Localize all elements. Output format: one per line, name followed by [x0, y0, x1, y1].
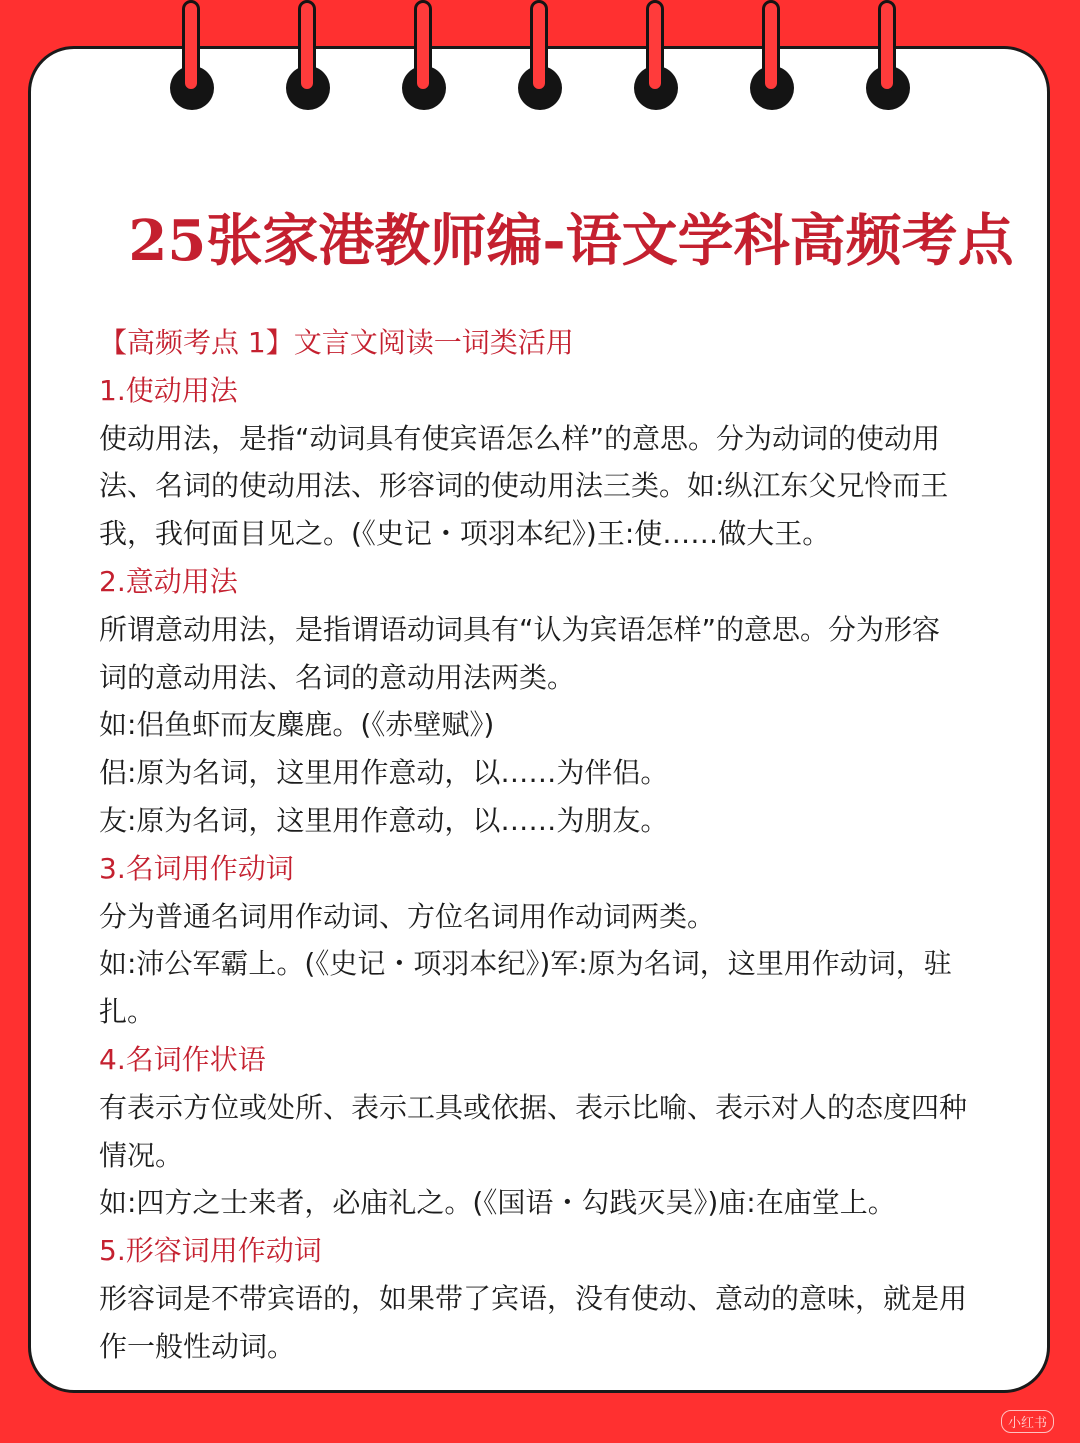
binder-ring-icon	[744, 0, 804, 112]
content-body	[99, 319, 1049, 1371]
body-text-line: 有表示方位或处所、表示工具或依据、表示比喻、表示对人的态度四种	[99, 1090, 968, 1124]
body-text-line: 所谓意动用法，是指谓语动词具有“认为宾语怎样”的意思。分为形容	[99, 612, 941, 646]
body-text-line: 我，我何面目见之。(《史记・项羽本纪》)王:使……做大王。	[99, 517, 831, 551]
body-text-line: 情况。	[99, 1138, 184, 1172]
notebook-page	[28, 46, 1050, 1393]
ring-wire	[182, 0, 200, 92]
body-text-line: 如:沛公军霸上。(《史记・项羽本纪》)军:原为名词，这里用作动词，驻	[99, 947, 952, 981]
page-title: 25张家港教师编-语文学科高频考点	[128, 208, 1014, 274]
section-heading: 1.使动用法	[99, 373, 238, 407]
body-text-line: 如:侣鱼虾而友麋鹿。(《赤壁赋》)	[99, 708, 495, 742]
binder-ring-icon	[860, 0, 920, 112]
body-text-line: 作一般性动词。	[99, 1329, 296, 1363]
body-text-line: 形容词是不带宾语的，如果带了宾语，没有使动、意动的意味，就是用	[99, 1281, 968, 1315]
ring-wire	[414, 0, 432, 92]
body-text-line: 法、名词的使动用法、形容词的使动用法三类。如:纵江东父兄怜而王	[99, 469, 949, 503]
body-text-line: 友:原为名词，这里用作意动，以……为朋友。	[99, 803, 669, 837]
body-text-line: 使动用法，是指“动词具有使宾语怎么样”的意思。分为动词的使动用	[99, 421, 941, 455]
binder-ring-icon	[512, 0, 572, 112]
body-text-line: 词的意动用法、名词的意动用法两类。	[99, 660, 576, 694]
ring-wire	[646, 0, 664, 92]
section-heading: 2.意动用法	[99, 564, 238, 598]
ring-wire	[530, 0, 548, 92]
body-text-line: 分为普通名词用作动词、方位名词用作动词两类。	[99, 899, 716, 933]
body-text-line: 扎。	[99, 995, 156, 1029]
binder-ring-icon	[396, 0, 456, 112]
section-heading: 5.形容词用作动词	[99, 1234, 322, 1268]
section-heading: 4.名词作状语	[99, 1042, 266, 1076]
section-heading: 3.名词用作动词	[99, 851, 294, 885]
binder-ring-icon	[164, 0, 224, 112]
body-text-line: 侣:原为名词，这里用作意动，以……为伴侣。	[99, 756, 669, 790]
body-text-line: 如:四方之士来者，必庙礼之。(《国语・勾践灭吴》)庙:在庙堂上。	[99, 1186, 896, 1220]
watermark-logo: 小红书	[1001, 1410, 1054, 1433]
ring-wire	[762, 0, 780, 92]
binder-ring-icon	[280, 0, 340, 112]
section-heading: 【高频考点 1】文言文阅读一词类活用	[99, 326, 574, 359]
binder-ring-icon	[628, 0, 688, 112]
ring-wire	[298, 0, 316, 92]
ring-wire	[878, 0, 896, 92]
